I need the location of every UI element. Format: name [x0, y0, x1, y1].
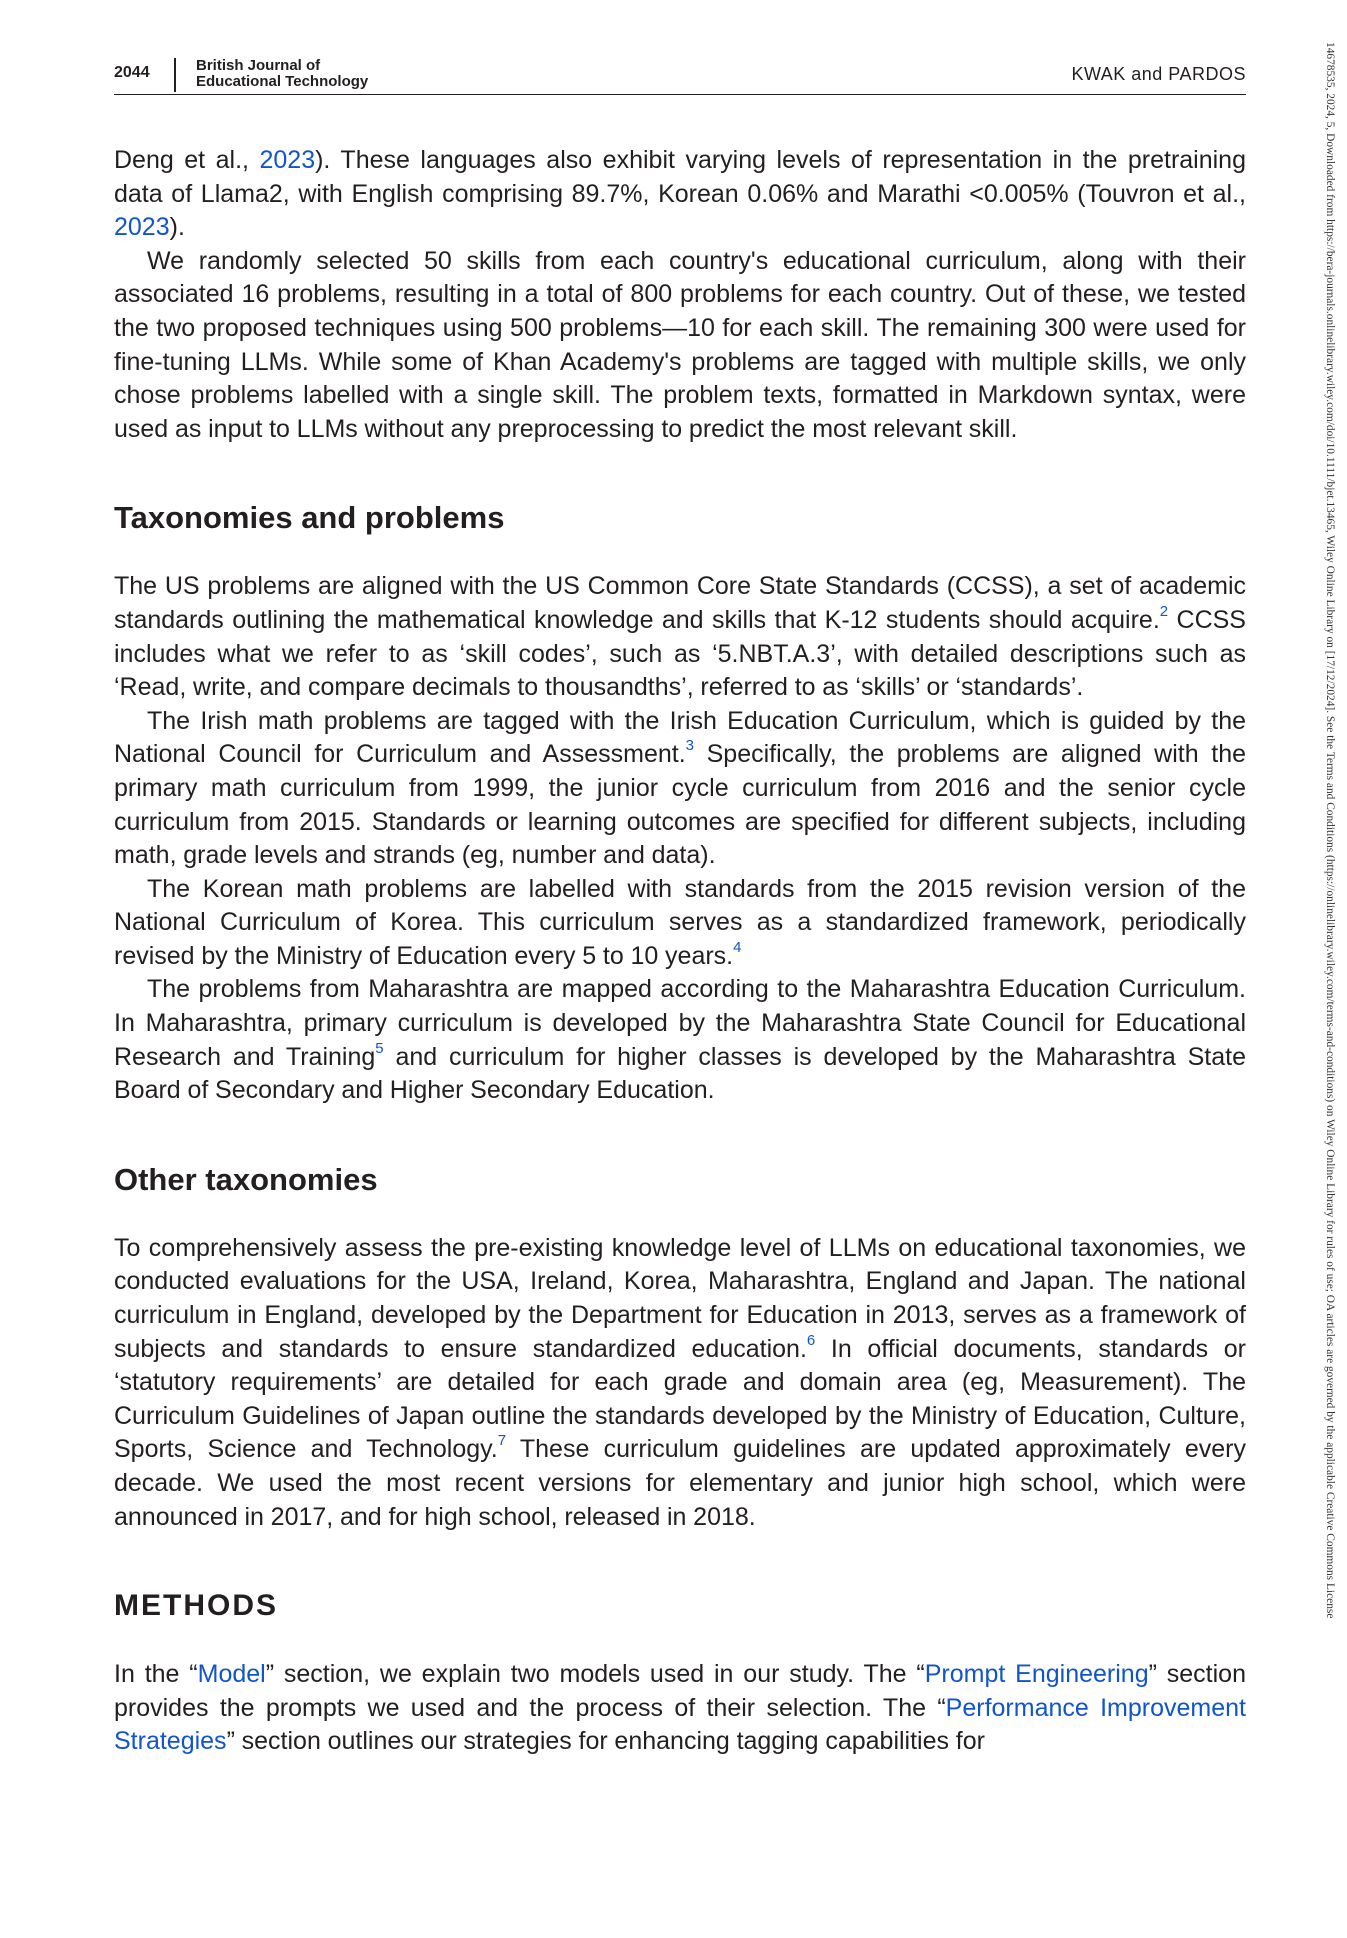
paragraph-korean-problems: The Korean math problems are labelled with standards from the 2015 revision version of the National Curriculum of Korea. This curriculum serves as a standardized framework, periodically revised by the Ministry of Education every 5 to 10 years.$^4$ [114, 874, 1246, 970]
section-link-prompt-engineering[interactable]: Prompt Engineering [924, 1660, 1149, 1689]
footnote-link-3[interactable]: 3 [685, 737, 694, 755]
page-number: 2044 [114, 64, 150, 81]
article-body [114, 144, 1246, 1759]
paragraph-maharashtra-problems: The problems from Maharashtra are mapped according to the Maharashtra Education Curriculum. In Maharashtra, primary curriculum is developed by the Maharashtra State Council for Educational Research and Training$^5$ and curriculum for higher classes is developed by the Maharashtra State Board of Secondary and Higher Secondary Education. [114, 975, 1246, 1105]
running-header [114, 56, 1246, 95]
footnote-link-7[interactable]: 7 [497, 1432, 507, 1450]
running-authors: KWAK and PARDOS [1071, 64, 1246, 84]
header-divider [174, 58, 176, 92]
section-heading-methods: METHODS [114, 1589, 278, 1623]
journal-name [196, 58, 368, 90]
download-notice-sidebar: 14678535, 2024, 5, Downloaded from https://bera-journals.onlinelibrary.wiley.com/doi/10.1111/bjet.13465, Wiley Online Library on [17/12/2024]. See the Terms and Conditions (https://onlinelibrary.wiley.com/terms-and-conditions) on Wiley Online Library for rules of use; OA articles are governed by the applicable Creative Commons License [1324, 42, 1336, 1619]
section-heading-taxonomies: Taxonomies and problems [114, 500, 505, 536]
journal-name-line2: Educational Technology [196, 73, 369, 90]
paragraph-us-problems: The US problems are aligned with the US Common Core State Standards (CCSS), a set of academic standards outlining the mathematical knowledge and skills that K-12 students should acquire.$^2$ CCSS includes what we refer to as ‘skill codes’, such as ‘5.NBT.A.3’, with detailed descriptions such as ‘Read, write, and compare decimals to thousandths’, referred to as ‘skills’ or ‘standards’. [114, 572, 1246, 702]
paragraph-problem-selection: We randomly selected 50 skills from each country's educational curriculum, along with their associated 16 problems, resulting in a total of 800 problems for each country. Out of these, we tested the two proposed techniques using 500 problems—10 for each skill. The remaining 300 were used for fine-tuning LLMs. While some of Khan Academy's problems are tagged with multiple skills, we only chose problems labelled with a single skill. The problem texts, formatted in Markdown syntax, were used as input to LLMs without any preprocessing to predict the most relevant skill. [114, 246, 1246, 443]
citation-link-touvron-2023[interactable]: 2023 [114, 213, 170, 242]
paragraph-irish-problems: The Irish math problems are tagged with the Irish Education Curriculum, which is guided by the National Council for Curriculum and Assessment.$^3$ Specifically, the problems are aligned with the primary math curriculum from 1999, the junior cycle curriculum from 2016 and the senior cycle curriculum from 2015. Standards or learning outcomes are specified for different subjects, including math, grade levels and strands (eg, number and data). [114, 706, 1247, 870]
paragraph-other-taxonomies: To comprehensively assess the pre-existing knowledge level of LLMs on educational taxonomies, we conducted evaluations for the USA, Ireland, Korea, Maharashtra, England and Japan. The national curriculum in England, developed by the Department for Education in 2013, serves as a framework of subjects and standards to ensure standardized education.$^6$ In official documents, standards or ‘statutory requirements’ are detailed for each grade and domain area (eg, Measurement). The Curriculum Guidelines of Japan outline the standards developed by the Ministry of Education, Culture, Sports, Science and Technology.$^7$ These curriculum guidelines are updated approximately every decade. We used the most recent versions for elementary and junior high school, which were announced in 2017, and for high school, released in 2018. [114, 1233, 1246, 1531]
section-heading-other-taxonomies: Other taxonomies [114, 1161, 378, 1197]
paragraph-language-representation: Deng et al., 2023). These languages also exhibit varying levels of representation in the pretraining data of Llama2, with English comprising 89.7%, Korean 0.06% and Marathi <0.005% (Touvron et al., 2023). [114, 146, 1246, 242]
section-link-performance-improvement[interactable]: Performance Improvement Strategies [114, 1693, 1246, 1756]
journal-name-line1: British Journal of [196, 57, 321, 74]
paragraph-methods-overview: In the “Model” section, we explain two models used in our study. The “Prompt Engineering” section provides the prompts we used and the process of their selection. The “Performance Improvement Strategies” section outlines our strategies for enhancing tagging capabilities for [114, 1660, 1246, 1756]
footnote-link-5[interactable]: 5 [375, 1039, 384, 1057]
footnote-link-6[interactable]: 6 [806, 1331, 816, 1349]
footnote-link-4[interactable]: 4 [733, 938, 742, 956]
footnote-link-2[interactable]: 2 [1159, 602, 1169, 620]
section-link-model[interactable]: Model [197, 1660, 266, 1689]
citation-link-deng-2023[interactable]: 2023 [259, 146, 316, 174]
